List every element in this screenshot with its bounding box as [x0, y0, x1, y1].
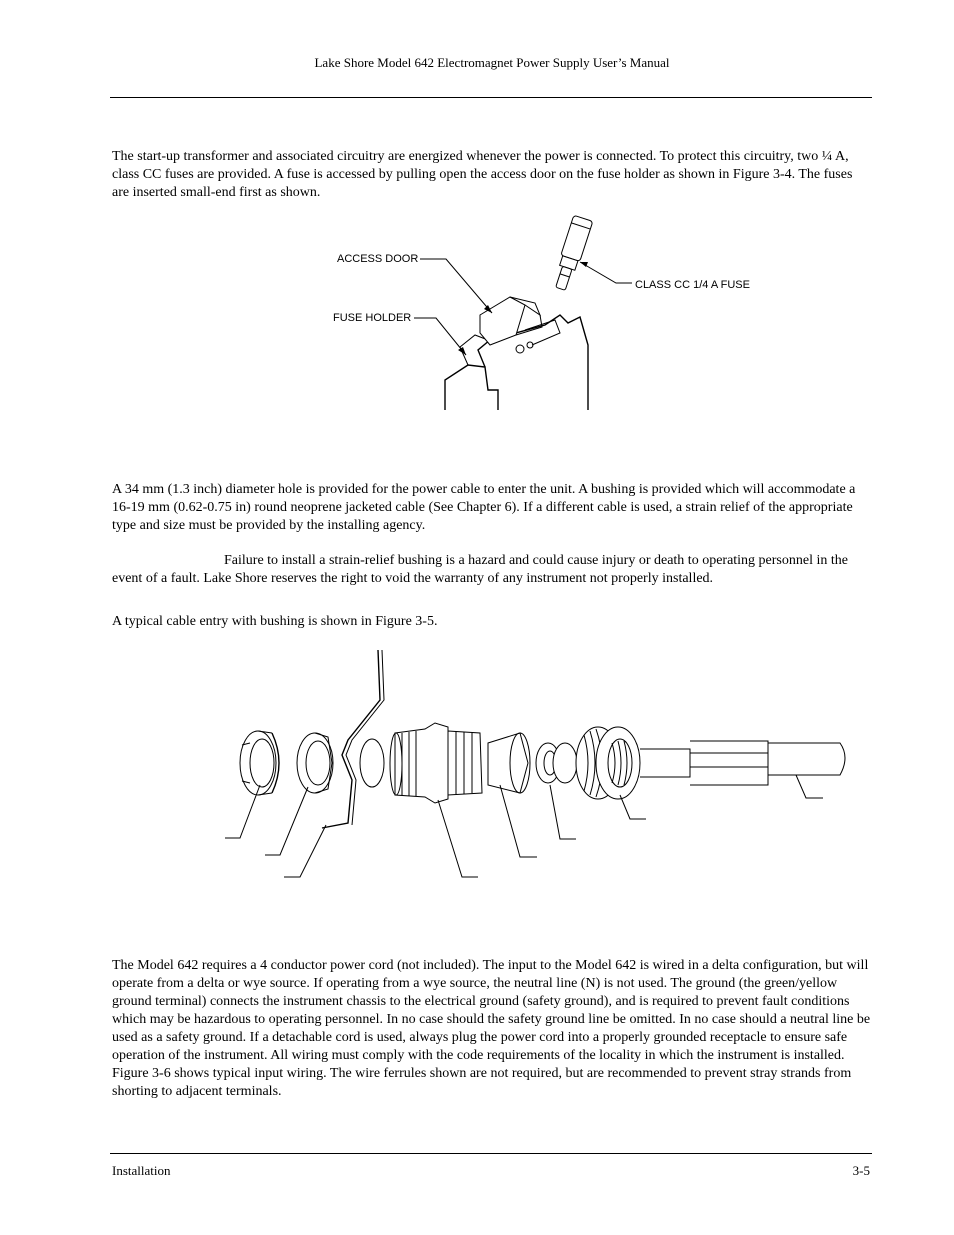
- footer-page-number: 3-5: [852, 1163, 870, 1178]
- fuse-holder-drawing: [320, 205, 780, 415]
- paragraph-warning: Failure to install a strain-relief bushing is a hazard and could cause injury or death to operating personnel in the event of a fault. Lake Shore reserves the right to void the warranty of any instrument not properly installed.: [112, 553, 848, 586]
- figure-fuse-holder: [320, 205, 780, 415]
- header-rule: [110, 97, 872, 98]
- label-access-door: ACCESS DOOR: [337, 253, 419, 265]
- paragraph-typical-entry: A typical cable entry with bushing is shown in Figure 3-5.: [112, 614, 438, 629]
- paragraph-power-cord: The Model 642 requires a 4 conductor power cord (not included). The input to the Model 642 is wired in a delta configuration, but will operate from a delta or wye source. If operating from a wye source, the neutral line (N) is not used. The ground (the green/yellow ground terminal) connects the instrument chassis to the electrical ground (safety ground), and is required to prevent fault conditions which may be hazardous to operating personnel. In no case should the safety ground line be omitted. In no case should a neutral line be used as a safety ground. If a detachable cord is used, always plug the power cord into a properly grounded receptacle to ensure safe operation of the instrument. All wiring must comply with the code requirements of the locality in which the instrument is installed. Figure 3-6 shows typical input wiring. The wire ferrules shown are not required, but are recommended to prevent stray strands from shorting to adjacent terminals.: [112, 958, 871, 1099]
- running-header: Lake Shore Model 642 Electromagnet Power Supply User’s Manual: [314, 55, 670, 70]
- cable-bushing-drawing: [220, 645, 860, 885]
- label-fuse-holder: FUSE HOLDER: [333, 312, 412, 324]
- footer-section: Installation: [112, 1163, 171, 1178]
- figure-cable-bushing: [220, 645, 860, 885]
- paragraph-cable-entry: A 34 mm (1.3 inch) diameter hole is provided for the power cable to enter the unit. A bushing is provided which will accommodate a 16-19 mm (0.62-0.75 in) round neoprene jacketed cable (See Chapter 6). If a different cable is used, a strain relief of the appropriate type and size must be provided by the installing agency.: [112, 482, 856, 533]
- footer-rule: [110, 1153, 872, 1154]
- label-fuse: CLASS CC 1/4 A FUSE: [635, 279, 750, 291]
- paragraph-fuse: The start-up transformer and associated circuitry are energized whenever the power is connected. To protect this circuitry, two ¼ A, class CC fuses are provided. A fuse is accessed by pulling open the access door on the fuse holder as shown in Figure 3-4. The fuses are inserted small-end first as shown.: [112, 149, 853, 200]
